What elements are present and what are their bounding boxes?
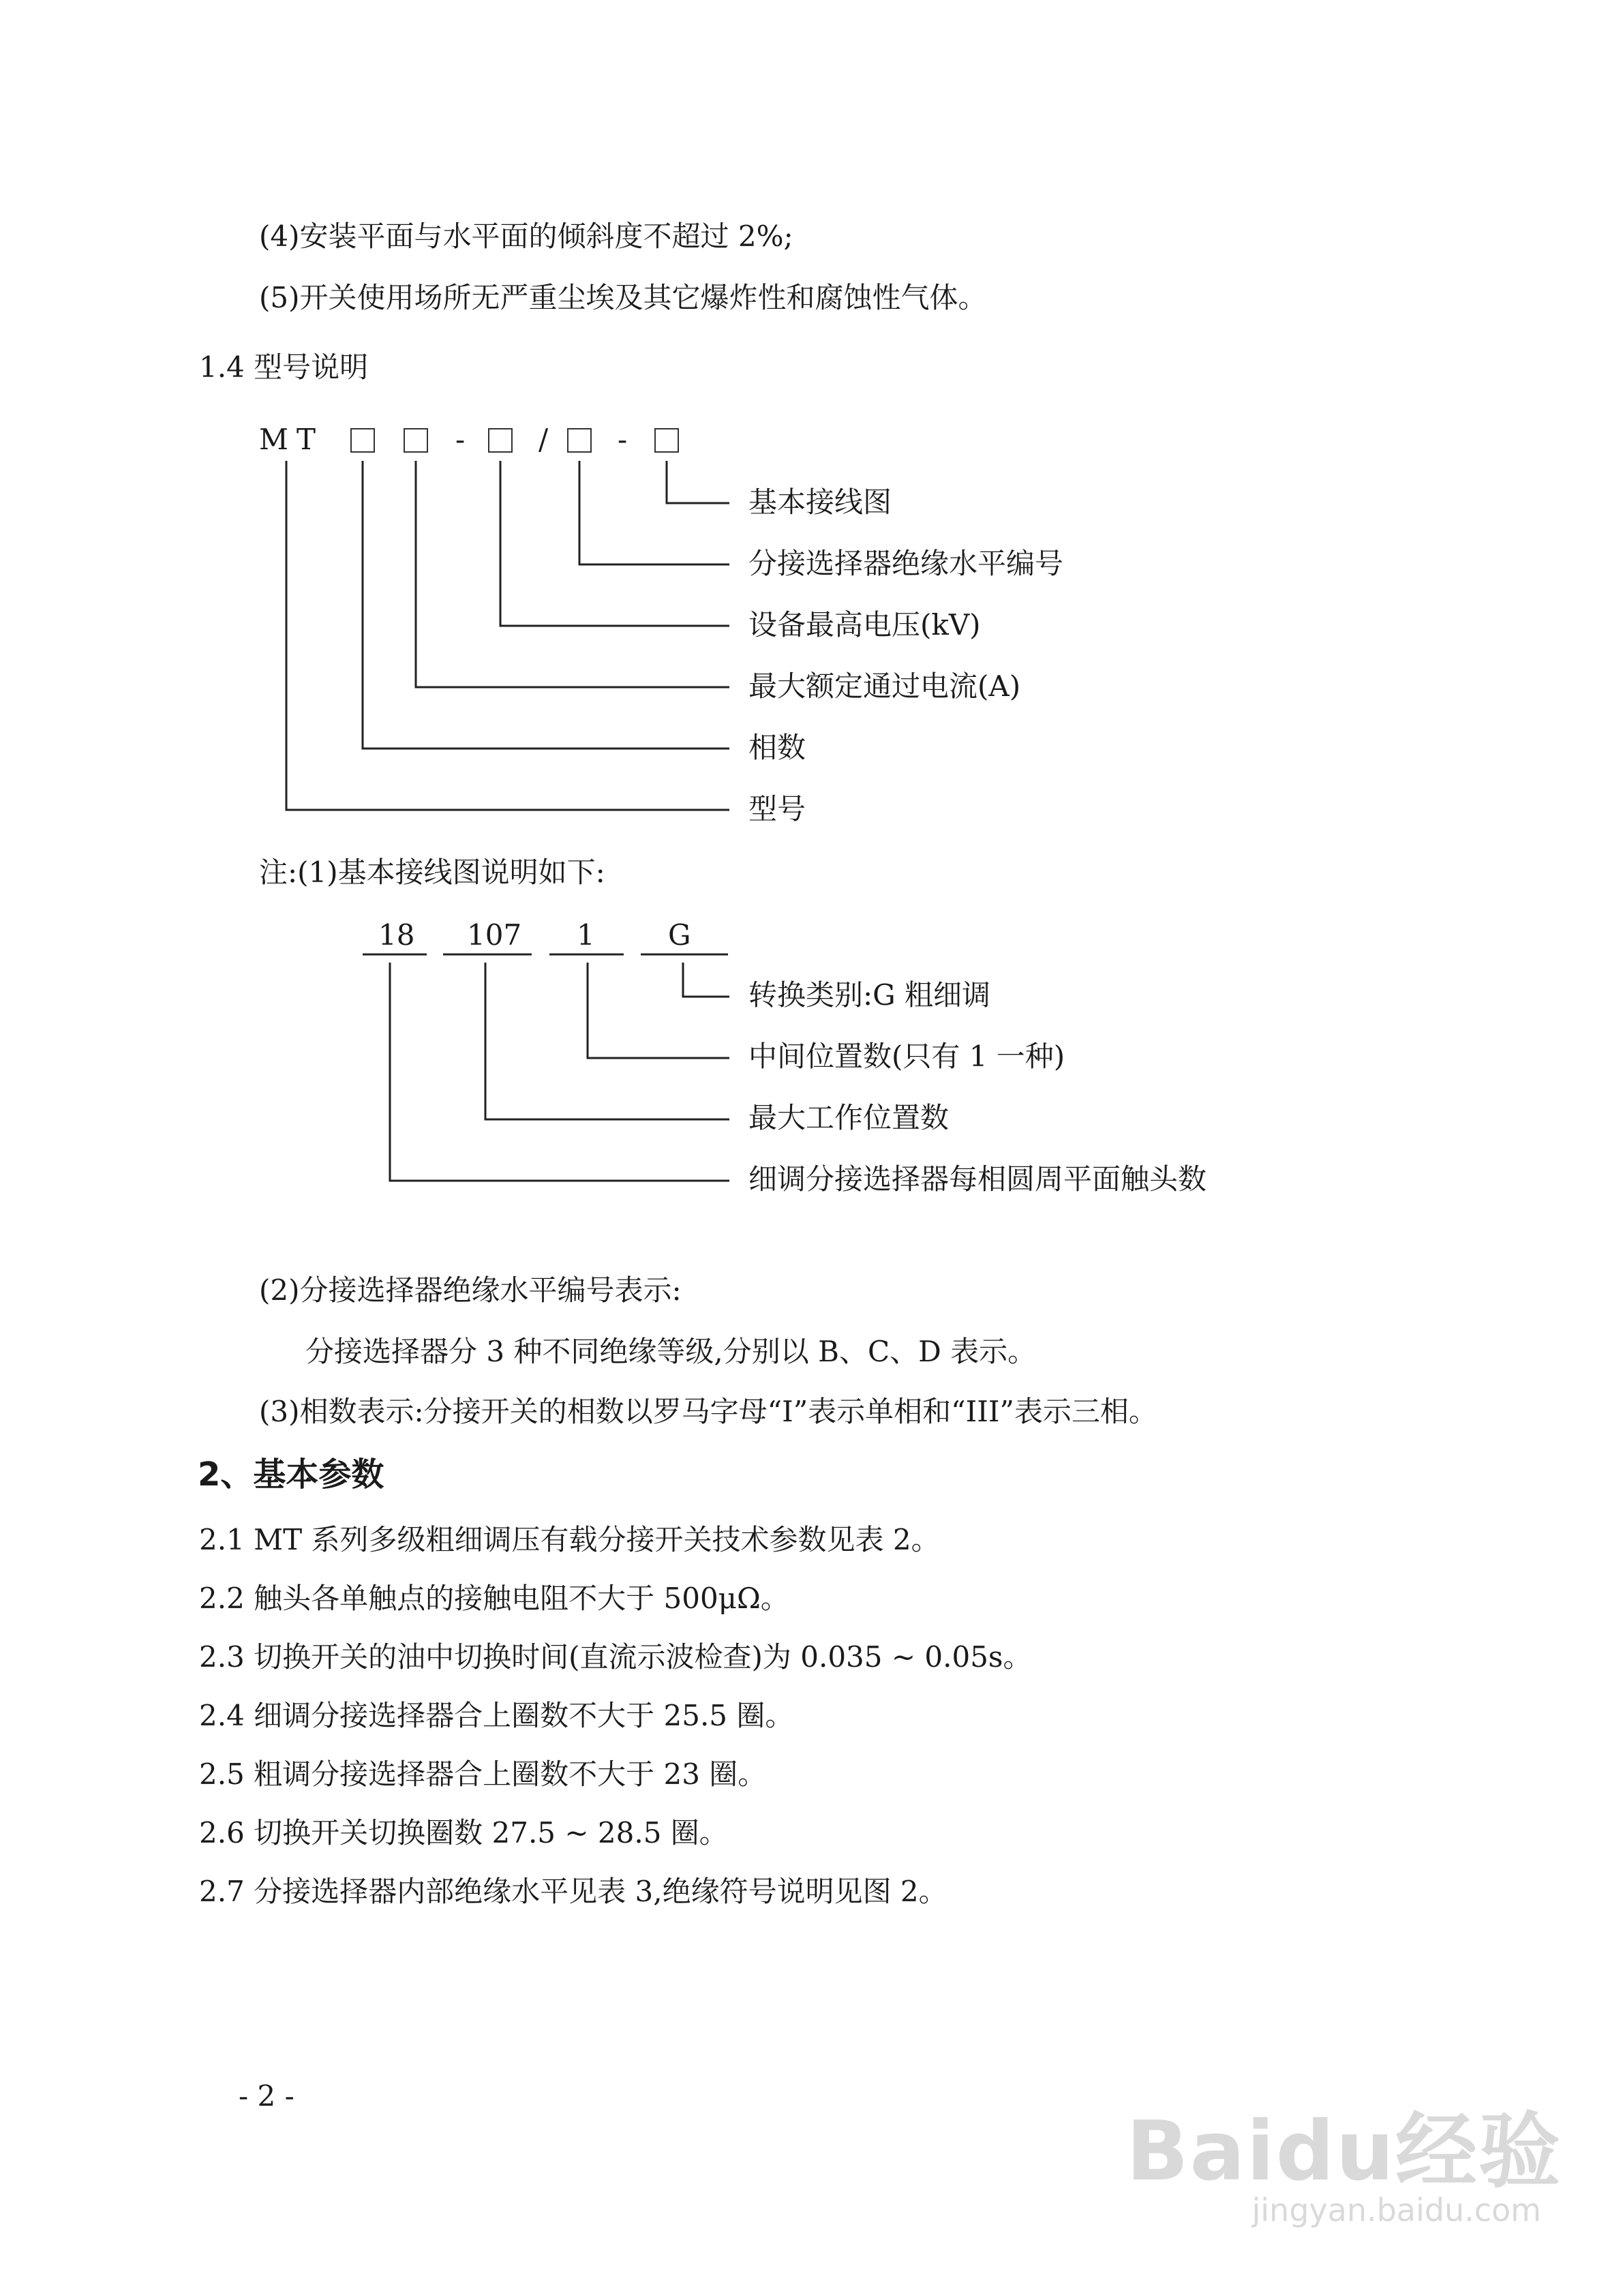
connector-model [286, 461, 729, 810]
watermark-logo: Baidu经验 [1126, 2104, 1562, 2199]
wiring-label-middle-positions: 中间位置数(只有 1 一种) [748, 1040, 1065, 1073]
connector-change-type [683, 963, 729, 997]
model-label-phases: 相数 [748, 731, 806, 764]
connector-insulation [579, 461, 729, 564]
wiring-code-change-type: G [668, 918, 691, 952]
model-prefix: MT [259, 423, 324, 456]
wiring-code-contacts: 18 [378, 918, 415, 952]
separator-dash: - [455, 423, 466, 456]
connector-wiring [667, 461, 729, 503]
installation-item-4: (4)安装平面与水平面的倾斜度不超过 2%; [259, 220, 793, 253]
param-item: 2.5 粗调分接选择器合上圈数不大于 23 圈。 [199, 1757, 767, 1791]
note-2-title: (2)分接选择器绝缘水平编号表示: [259, 1273, 682, 1307]
param-item: 2.6 切换开关切换圈数 27.5 ~ 28.5 圈。 [199, 1816, 728, 1849]
param-item: 2.4 细调分接选择器合上圈数不大于 25.5 圈。 [199, 1699, 794, 1732]
page-number: - 2 - [239, 2079, 294, 2113]
model-label-rated-current: 最大额定通过电流(A) [748, 669, 1021, 703]
separator-slash: / [539, 423, 549, 456]
model-label-model: 型号 [748, 792, 806, 826]
note-3: (3)相数表示:分接开关的相数以罗马字母“I”表示单相和“III”表示三相。 [259, 1395, 1157, 1428]
connector-max-positions [485, 963, 729, 1119]
installation-item-5: (5)开关使用场所无严重尘埃及其它爆炸性和腐蚀性气体。 [259, 281, 987, 314]
model-label-max-voltage: 设备最高电压(kV) [748, 608, 981, 641]
model-label-insulation-level: 分接选择器绝缘水平编号 [748, 547, 1064, 580]
connector-contacts [390, 963, 729, 1181]
wiring-label-change-type: 转换类别:G 粗细调 [748, 978, 991, 1012]
connector-current [416, 461, 729, 687]
connector-middle-positions [588, 963, 729, 1058]
model-label-wiring-diagram: 基本接线图 [748, 485, 892, 519]
wiring-code-middle-positions: 1 [577, 918, 595, 952]
watermark-url: jingyan.baidu.com [1252, 2192, 1541, 2229]
section-2-heading: 2、基本参数 [198, 1455, 384, 1494]
note-1-title: 注:(1)基本接线图说明如下: [259, 856, 605, 889]
note-2-body: 分接选择器分 3 种不同绝缘等级,分别以 B、C、D 表示。 [305, 1335, 1037, 1368]
wiring-code-max-positions: 107 [467, 918, 522, 952]
param-item: 2.1 MT 系列多级粗细调压有载分接开关技术参数见表 2。 [199, 1523, 940, 1556]
wiring-label-contacts: 细调分接选择器每相圆周平面触头数 [748, 1162, 1207, 1196]
param-item: 2.3 切换开关的油中切换时间(直流示波检查)为 0.035 ~ 0.05s。 [199, 1640, 1032, 1674]
connector-voltage [500, 461, 729, 626]
param-item: 2.7 分接选择器内部绝缘水平见表 3,绝缘符号说明见图 2。 [199, 1875, 947, 1908]
separator-dash: - [618, 423, 628, 456]
param-item: 2.2 触头各单触点的接触电阻不大于 500μΩ。 [199, 1582, 789, 1615]
section-1-4-heading: 1.4 型号说明 [199, 350, 369, 384]
wiring-label-max-positions: 最大工作位置数 [748, 1101, 950, 1134]
